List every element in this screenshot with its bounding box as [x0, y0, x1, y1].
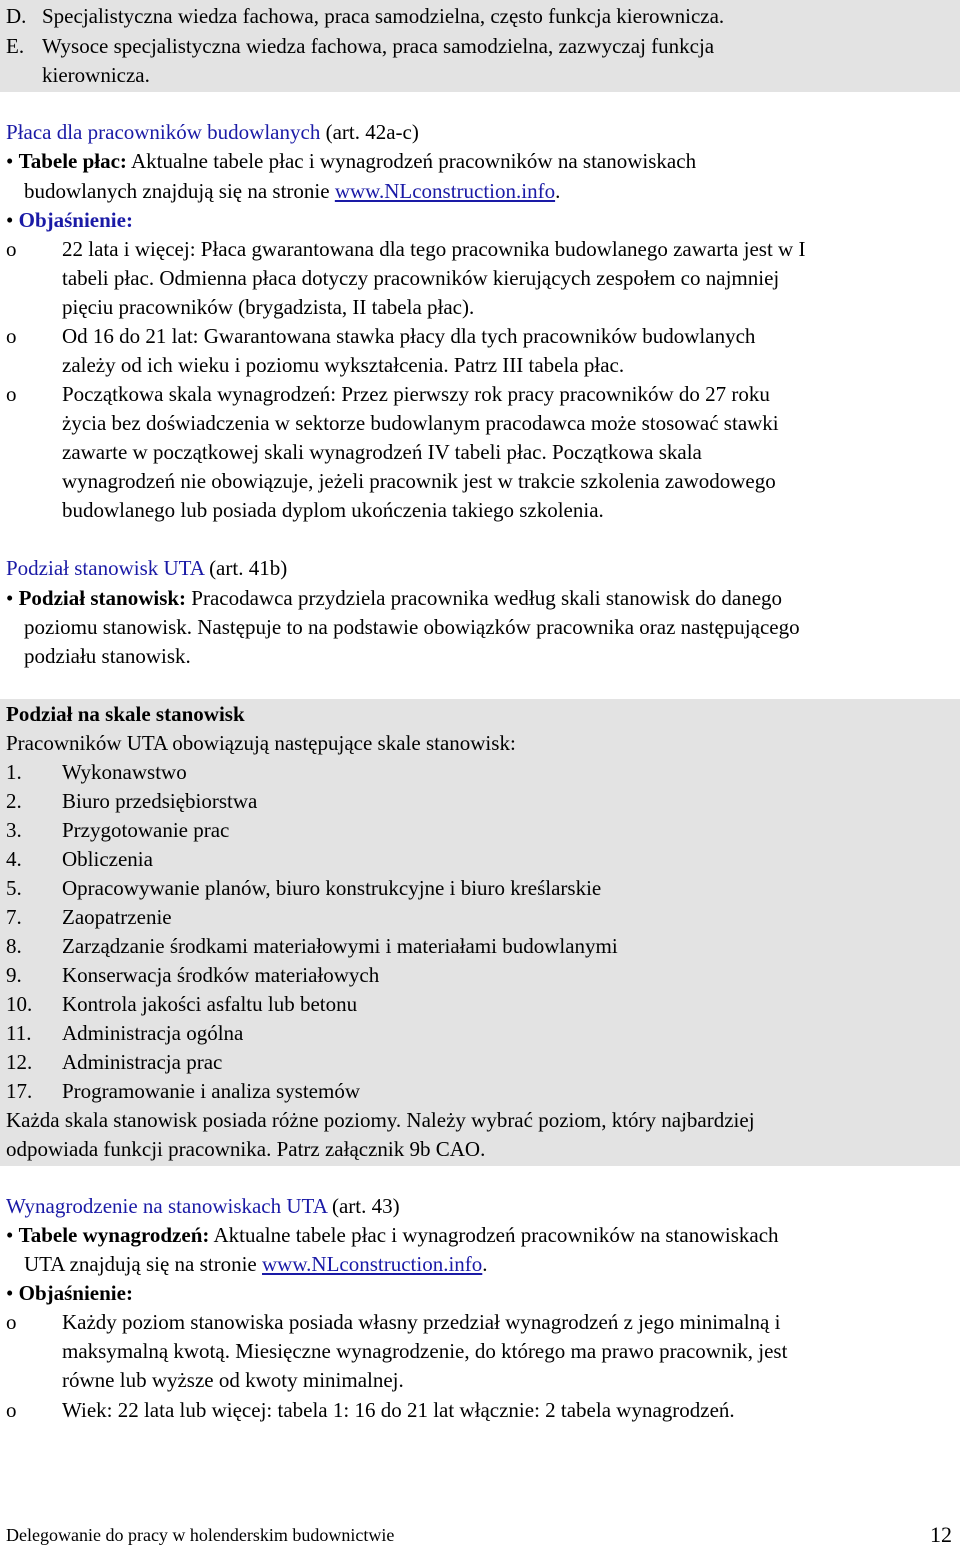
bullet-icon: •	[6, 1223, 19, 1247]
placa-o1-b-1: tabeli płac.	[62, 266, 160, 290]
placa-objasnienie	[6, 206, 133, 235]
wynagrodzenie-o1-a: Każdy poziom stanowiska posiada własny przedział wynagrodzeń z jego minimalną i	[62, 1310, 781, 1334]
skale-item-text: Przygotowanie prac	[62, 818, 230, 842]
circle-bullet-icon: o	[6, 1310, 17, 1334]
wynagrodzenie-o2: Wiek: 22 lata lub więcej: tabela 1: 16 do 21 lat włącznie: 2 tabela wynagrodzeń.	[62, 1398, 735, 1422]
wynagrodzenie-heading-text: Wynagrodzenie na stanowiskach UTA	[6, 1194, 327, 1218]
placa-o3-b: życia bez doświadczenia w sektorze budowlanym pracodawca może stosować stawki	[62, 411, 779, 435]
skale-item-number: 9.	[6, 963, 22, 987]
placa-o1-c: pięciu pracowników (brygadzista, II tabela płac).	[62, 295, 475, 319]
placa-o1-a: 22 lata i więcej: Płaca gwarantowana dla tego pracownika budowlanego zawarta jest w I	[62, 237, 806, 261]
placa-heading-text: Płaca dla pracowników budowlanych	[6, 120, 321, 144]
skale-item-number: 11.	[6, 1021, 32, 1045]
skale-item-text: Konserwacja środków materiałowych	[62, 963, 380, 987]
wynagrodzenie-tabele-text-1: Aktualne tabele płac i wynagrodzeń pracowników na stanowiskach	[209, 1223, 779, 1247]
list-text-d: Specjalistyczna wiedza fachowa, praca samodzielna, często funkcja kierownicza.	[42, 4, 725, 28]
podzial-line-1	[6, 584, 782, 613]
wynagrodzenie-o1-c: równe lub wyższe od kwoty minimalnej.	[62, 1368, 404, 1392]
skale-item-number: 4.	[6, 847, 22, 871]
skale-item-text: Kontrola jakości asfaltu lub betonu	[62, 992, 358, 1016]
bullet-icon: •	[6, 586, 19, 610]
skale-item-text: Wykonawstwo	[62, 760, 187, 784]
placa-o3-e: budowlanego lub posiada dyplom ukończenia takiego szkolenia.	[62, 498, 604, 522]
skale-item-number: 12.	[6, 1050, 33, 1074]
bullet-icon: •	[6, 208, 19, 232]
circle-bullet-icon: o	[6, 324, 17, 348]
podzial-heading-text: Podział stanowisk UTA	[6, 556, 204, 580]
skale-item-text: Programowanie i analiza systemów	[62, 1079, 360, 1103]
podzial-label: Podział stanowisk:	[18, 586, 187, 610]
placa-o2-a: Od 16 do 21 lat: Gwarantowana stawka płacy dla tych pracowników budowlanych	[62, 324, 756, 348]
skale-item-text: Biuro przedsiębiorstwa	[62, 789, 258, 813]
placa-tabele-text-2: budowlanych znajdują się na stronie	[24, 179, 335, 203]
skale-item-text: Administracja ogólna	[62, 1021, 244, 1045]
podzial-heading	[6, 554, 287, 583]
circle-bullet-icon: o	[6, 382, 17, 406]
wynagrodzenie-heading	[6, 1192, 400, 1221]
skale-item-number: 2.	[6, 789, 22, 813]
placa-objasnienie-label: Objaśnienie:	[18, 208, 133, 232]
skale-item-number: 8.	[6, 934, 22, 958]
skale-item-text: Obliczenia	[62, 847, 153, 871]
skale-item-number: 7.	[6, 905, 22, 929]
podzial-heading-ref: (art. 41b)	[203, 556, 288, 580]
placa-tabele-text-1: Aktualne tabele płac i wynagrodzeń pracowników na stanowiskach	[126, 149, 697, 173]
bullet-icon: •	[6, 1281, 19, 1305]
skale-item-number: 1.	[6, 760, 22, 784]
placa-o1-b	[62, 264, 779, 293]
circle-bullet-icon: o	[6, 237, 17, 261]
placa-o3-d: wynagrodzeń nie obowiązuje, jeżeli pracownik jest w trakcie szkolenia zawodowego	[62, 469, 776, 493]
circle-bullet-icon: o	[6, 1398, 17, 1422]
podzial-text-1: Pracodawca przydziela pracownika według skali stanowisk do danego	[186, 586, 783, 610]
skale-intro: Pracowników UTA obowiązują następujące skale stanowisk:	[6, 731, 516, 755]
wynagrodzenie-objasnienie-label: Objaśnienie:	[18, 1281, 133, 1305]
wynagrodzenie-tabele-line-1	[6, 1221, 779, 1250]
footer-title: Delegowanie do pracy w holenderskim budownictwie	[6, 1525, 395, 1545]
skale-item-number: 10.	[6, 992, 33, 1016]
nlconstruction-link-2[interactable]: www.NLconstruction.info	[262, 1252, 483, 1276]
skale-item-text: Zarządzanie środkami materiałowymi i materiałami budowlanymi	[62, 934, 618, 958]
wynagrodzenie-o1-b: maksymalną kwotą. Miesięczne wynagrodzenie, do którego ma prawo pracownik, jest	[62, 1339, 788, 1363]
wynagrodzenie-heading-ref: (art. 43)	[326, 1194, 400, 1218]
placa-heading-ref: (art. 42a-c)	[320, 120, 419, 144]
wynagrodzenie-objasnienie	[6, 1279, 133, 1308]
placa-tabele-label: Tabele płac:	[18, 149, 127, 173]
skale-outro-2: odpowiada funkcji pracownika. Patrz załącznik 9b CAO.	[6, 1137, 486, 1161]
wynagrodzenie-tabele-text-2: UTA znajdują się na stronie	[24, 1252, 263, 1276]
placa-o1-b-2: Odmienna płaca dotyczy pracowników kierujących zespołem co najmniej	[159, 266, 780, 290]
skale-item-number: 3.	[6, 818, 22, 842]
wynagrodzenie-tabele-end: .	[482, 1252, 488, 1276]
bullet-icon: •	[6, 149, 19, 173]
skale-outro-1: Każda skala stanowisk posiada różne poziomy. Należy wybrać poziom, który najbardziej	[6, 1108, 755, 1132]
list-text-e-2: kierownicza.	[42, 63, 150, 87]
placa-tabele-line-1	[6, 147, 696, 176]
placa-tabele-line-2	[24, 177, 560, 206]
list-text-e-1: Wysoce specjalistyczna wiedza fachowa, praca samodzielna, zazwyczaj funkcja	[42, 34, 715, 58]
list-label-e: E.	[6, 34, 25, 58]
placa-o3-a: Początkowa skala wynagrodzeń: Przez pierwszy rok pracy pracowników do 27 roku	[62, 382, 770, 406]
nlconstruction-link[interactable]: www.NLconstruction.info	[334, 179, 556, 203]
skale-item-number: 5.	[6, 876, 22, 900]
podzial-text-3: podziału stanowisk.	[24, 644, 191, 668]
skale-item-number: 17.	[6, 1079, 33, 1103]
skale-item-text: Opracowywanie planów, biuro konstrukcyjne i biuro kreślarskie	[62, 876, 602, 900]
list-label-d: D.	[6, 4, 27, 28]
podzial-text-2: poziomu stanowisk. Następuje to na podstawie obowiązków pracownika oraz następującego	[24, 615, 800, 639]
skale-item-text: Administracja prac	[62, 1050, 223, 1074]
placa-o3-c: zawarte w początkowej skali wynagrodzeń IV tabeli płac. Początkowa skala	[62, 440, 702, 464]
skale-item-text: Zaopatrzenie	[62, 905, 172, 929]
skale-heading: Podział na skale stanowisk	[6, 702, 245, 726]
placa-o2-b: zależy od ich wieku i poziomu wykształcenia. Patrz III tabela płac.	[62, 353, 625, 377]
placa-tabele-end: .	[555, 179, 561, 203]
wynagrodzenie-tabele-line-2	[24, 1250, 488, 1279]
wynagrodzenie-tabele-label: Tabele wynagrodzeń:	[18, 1223, 210, 1247]
page-number: 12	[930, 1522, 952, 1547]
placa-heading	[6, 118, 419, 147]
